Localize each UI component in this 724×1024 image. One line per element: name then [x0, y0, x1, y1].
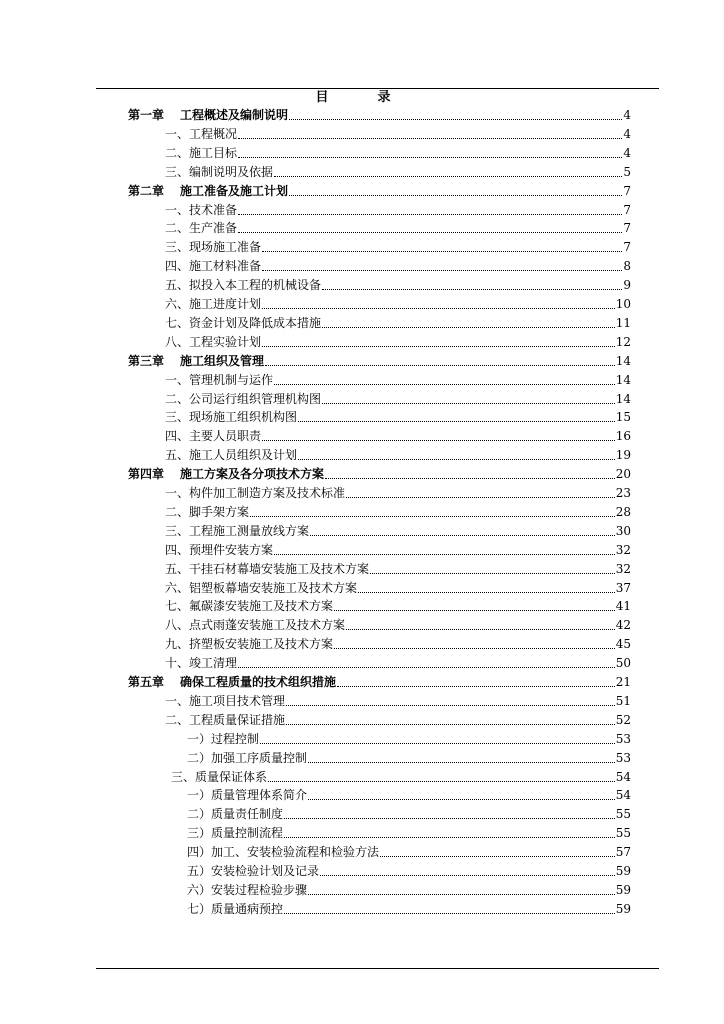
toc-page-number: 4 [623, 126, 631, 141]
toc-section-entry[interactable] [165, 314, 631, 331]
toc-page-number: 28 [615, 504, 631, 519]
toc-title: 目 录 [315, 90, 409, 105]
toc-page-number: 32 [615, 542, 631, 557]
toc-page-number: 14 [615, 353, 631, 368]
toc-entry-title: 三、现场施工准备 [165, 240, 262, 255]
toc-section-entry[interactable] [165, 144, 631, 161]
dot-leader [284, 833, 615, 838]
toc-entry-label [165, 297, 261, 312]
toc-entry-title: 一）质量管理体系简介 [187, 788, 308, 803]
toc-entry-title: 六、施工进度计划 [165, 297, 262, 311]
toc-entry-title: 二、施工目标 [165, 145, 238, 160]
dot-leader [320, 871, 615, 876]
chapter-number: 第四章 [128, 467, 165, 482]
toc-entry-title: 一）过程控制 [187, 731, 260, 746]
toc-entry-title: 五、施工人员组织及计划 [165, 448, 298, 463]
toc-entry-label [165, 524, 309, 539]
toc-entry-title: 八、点式雨蓬安装施工及技术方案 [165, 618, 346, 633]
toc-entry-label [187, 883, 307, 898]
toc-chapter-entry[interactable] [128, 352, 631, 369]
toc-section-entry[interactable] [187, 862, 631, 879]
dot-leader [298, 455, 615, 460]
toc-page-number: 5 [623, 164, 631, 179]
toc-entry-label [187, 807, 283, 822]
toc-chapter-entry[interactable] [128, 182, 631, 199]
toc-page-number: 30 [615, 523, 631, 538]
toc-page-number: 14 [615, 372, 631, 387]
toc-entry-title: 二、公司运行组织管理机构图 [165, 391, 322, 406]
toc-entry-label [187, 845, 379, 860]
toc-page-number: 9 [623, 278, 631, 293]
toc-entry-title: 二）加强工序质量控制 [187, 750, 308, 765]
toc-entry-title: 七、氟碳漆安装施工及技术方案 [165, 599, 334, 614]
toc-page-number: 50 [615, 656, 631, 671]
toc-section-entry[interactable] [165, 522, 631, 539]
toc-section-entry[interactable] [165, 446, 631, 463]
dot-leader [268, 777, 615, 782]
toc-entry-label [165, 486, 345, 501]
chapter-number: 第二章 [128, 183, 165, 198]
toc-entry-title: 工程概述及编制说明 [180, 108, 289, 122]
dot-leader [274, 550, 615, 555]
dot-leader [322, 399, 615, 404]
dot-leader [238, 210, 622, 215]
dot-leader [250, 512, 615, 517]
dot-leader [346, 493, 615, 498]
dot-leader [262, 266, 622, 271]
toc-section-entry[interactable] [187, 749, 631, 766]
toc-page-number: 7 [623, 240, 631, 255]
toc-entry-label [165, 203, 237, 218]
toc-entry-label [165, 562, 369, 577]
toc-section-entry[interactable] [165, 333, 631, 350]
toc-section-entry[interactable] [165, 295, 631, 312]
toc-chapter-entry[interactable] [128, 673, 631, 690]
toc-entry-title: 四、主要人员职责 [165, 429, 262, 444]
dot-leader [286, 720, 615, 725]
toc-page-number: 59 [615, 864, 631, 878]
toc-section-entry[interactable] [171, 768, 631, 785]
toc-entry-label [165, 581, 357, 596]
toc-entry-label [165, 259, 261, 274]
toc-page-number: 55 [615, 826, 631, 841]
toc-section-entry[interactable] [187, 730, 631, 747]
toc-entry-label [128, 675, 336, 690]
toc-section-entry[interactable] [165, 579, 631, 596]
toc-entry-title: 施工方案及各分项技术方案 [180, 467, 325, 482]
toc-page-number: 32 [615, 561, 631, 576]
toc-section-entry[interactable] [165, 616, 631, 633]
toc-entry-label [128, 354, 264, 369]
toc-entry-title: 确保工程质量的技术组织措施 [180, 675, 337, 689]
toc-entry-title: 六）安装过程检验步骤 [187, 882, 308, 897]
toc-entry-label [165, 278, 321, 293]
toc-page-number: 57 [615, 845, 631, 860]
toc-page-number: 59 [615, 882, 631, 897]
dot-leader [358, 588, 615, 593]
toc-page-number: 20 [615, 467, 631, 482]
toc-section-entry[interactable] [165, 427, 631, 444]
toc-entry-label [128, 108, 288, 123]
dot-leader [284, 814, 615, 819]
toc-section-entry[interactable] [165, 408, 631, 425]
toc-entry-label [128, 184, 288, 199]
toc-entry-label [187, 732, 259, 747]
toc-section-entry[interactable] [165, 560, 631, 577]
toc-section-entry[interactable] [165, 484, 631, 501]
toc-entry-title: 六、铝塑板幕墙安装施工及技术方案 [165, 580, 358, 595]
dot-leader [274, 380, 615, 385]
toc-page-number: 42 [615, 618, 631, 633]
toc-entry-label [165, 694, 285, 709]
chapter-number: 第五章 [128, 675, 165, 689]
toc-entry-label [187, 902, 283, 917]
dot-leader [274, 172, 622, 177]
toc-entry-title: 五、干挂石材幕墙安装施工及技术方案 [165, 561, 370, 576]
toc-entry-title: 十、竣工清理 [165, 656, 238, 671]
toc-entry-label [165, 448, 297, 463]
toc-page-number: 16 [615, 429, 631, 444]
toc-section-entry[interactable] [165, 597, 631, 614]
toc-entry-label [165, 637, 333, 652]
toc-entry-label [165, 656, 237, 671]
toc-entry-title: 三）质量控制流程 [187, 826, 284, 841]
toc-section-entry[interactable] [187, 824, 631, 841]
toc-entry-label [187, 864, 319, 879]
dot-leader [289, 115, 622, 120]
dot-leader [308, 890, 615, 895]
toc-entry-label [165, 543, 273, 558]
toc-page-number: 41 [615, 599, 631, 614]
toc-entry-label [165, 240, 261, 255]
dot-leader [286, 701, 615, 706]
toc-section-entry[interactable] [165, 692, 631, 709]
toc-section-entry[interactable] [187, 900, 631, 917]
toc-section-entry[interactable] [165, 219, 631, 236]
toc-section-entry[interactable] [165, 125, 631, 142]
dot-leader [322, 285, 622, 290]
toc-page-number: 37 [615, 580, 631, 595]
dot-leader [238, 134, 622, 139]
toc-page-number: 51 [615, 693, 631, 708]
toc-entry-title: 八、工程实验计划 [165, 334, 262, 349]
dot-leader [337, 682, 615, 687]
toc-section-entry[interactable] [187, 805, 631, 822]
toc-page-number: 15 [615, 410, 631, 425]
toc-entry-title: 一、工程概况 [165, 126, 238, 141]
toc-section-entry[interactable] [165, 390, 631, 407]
toc-entry-title: 一、构件加工制造方案及技术标准 [165, 486, 346, 500]
toc-entry-label [165, 316, 321, 331]
toc-page-number: 54 [615, 769, 631, 784]
toc-entry-title: 四、预埋件安装方案 [165, 542, 274, 557]
chapter-number: 第三章 [128, 353, 165, 368]
dot-leader [262, 247, 622, 252]
toc-entry-label [171, 770, 267, 785]
toc-page-number: 4 [623, 145, 631, 160]
toc-chapter-entry[interactable] [128, 106, 631, 123]
toc-section-entry[interactable] [165, 276, 631, 293]
toc-page-number: 54 [615, 788, 631, 803]
toc-page-number: 7 [623, 183, 631, 198]
toc-entry-label [187, 751, 307, 766]
toc-section-entry[interactable] [165, 201, 631, 218]
dot-leader [238, 153, 622, 158]
toc-entry-title: 施工准备及施工计划 [180, 183, 289, 198]
toc-entry-title: 三、编制说明及依据 [165, 164, 274, 179]
dot-leader [260, 739, 615, 744]
toc-entry-title: 四、施工材料准备 [165, 259, 262, 274]
toc-entry-label [165, 146, 237, 161]
toc-section-entry[interactable] [165, 654, 631, 671]
toc-entry-label [165, 429, 261, 444]
toc-entry-title: 二、脚手架方案 [165, 504, 250, 519]
toc-entry-title: 五、拟投入本工程的机械设备 [165, 278, 322, 293]
toc-page-number: 14 [615, 391, 631, 406]
toc-section-entry[interactable] [187, 843, 631, 860]
dot-leader [310, 531, 615, 536]
dot-leader [308, 758, 615, 763]
toc-entry-title: 二）质量责任制度 [187, 807, 284, 822]
dot-leader [284, 909, 615, 914]
toc-page-number: 53 [615, 731, 631, 746]
toc-page-number: 52 [615, 712, 631, 727]
toc-entry-title: 一、技术准备 [165, 202, 238, 217]
dot-leader [262, 304, 615, 309]
toc-entry-title: 一、施工项目技术管理 [165, 693, 286, 708]
toc-page-number: 59 [615, 901, 631, 916]
dot-leader [370, 569, 615, 574]
toc-entry-title: 一、管理机制与运作 [165, 372, 274, 387]
toc-page-number: 7 [623, 221, 631, 236]
toc-entry-title: 二、生产准备 [165, 221, 238, 236]
toc-section-entry[interactable] [165, 711, 631, 728]
toc-entry-label [187, 788, 307, 803]
dot-leader [265, 361, 615, 366]
toc-page-number: 10 [615, 297, 631, 311]
toc-page-number: 12 [615, 334, 631, 349]
toc-entry-label [165, 335, 261, 350]
toc-section-entry[interactable] [165, 503, 631, 520]
toc-entry-title: 七、资金计划及降低成本措施 [165, 315, 322, 330]
toc-section-entry[interactable] [165, 163, 631, 180]
dot-leader [380, 852, 615, 857]
toc-entry-label [165, 599, 333, 614]
toc-page-number: 55 [615, 807, 631, 822]
dot-leader [298, 417, 615, 422]
dot-leader [262, 342, 615, 347]
dot-leader [334, 644, 615, 649]
toc-page-number: 8 [623, 259, 631, 274]
toc-entry-title: 九、挤塑板安装施工及技术方案 [165, 637, 334, 652]
toc-entry-title: 五）安装检验计划及记录 [187, 864, 320, 878]
header-rule [96, 88, 659, 89]
toc-section-entry[interactable] [165, 635, 631, 652]
toc-section-entry[interactable] [187, 786, 631, 803]
dot-leader [334, 606, 615, 611]
chapter-number: 第一章 [128, 108, 165, 122]
toc-page-number: 4 [623, 108, 631, 122]
toc-page-number: 45 [615, 637, 631, 652]
toc-chapter-entry[interactable] [128, 465, 631, 482]
dot-leader [308, 795, 615, 800]
dot-leader [238, 228, 622, 233]
toc-section-entry[interactable] [165, 238, 631, 255]
toc-entry-title: 四）加工、安装检验流程和检验方法 [187, 845, 380, 860]
dot-leader [289, 191, 622, 196]
toc-entry-label [165, 392, 321, 407]
toc-entry-label [187, 826, 283, 841]
dot-leader [322, 323, 615, 328]
toc-entry-title: 二、工程质量保证措施 [165, 712, 286, 727]
toc-entry-label [165, 618, 345, 633]
dot-leader [262, 436, 615, 441]
toc-page-number: 23 [615, 486, 631, 500]
toc-page-number: 7 [623, 202, 631, 217]
toc-entry-label [165, 221, 237, 236]
toc-entry-title: 三、工程施工测量放线方案 [165, 523, 310, 538]
toc-section-entry[interactable] [165, 371, 631, 388]
toc-entry-label [165, 127, 237, 142]
toc-section-entry[interactable] [165, 257, 631, 274]
toc-page-number: 11 [615, 315, 631, 330]
toc-page-number: 19 [615, 448, 631, 463]
toc-entry-title: 七）质量通病预控 [187, 901, 284, 916]
toc-entry-label [165, 410, 297, 425]
toc-entry-label [165, 373, 273, 388]
toc-entry-label [165, 713, 285, 728]
toc-page-number: 21 [615, 675, 631, 689]
toc-page-number: 53 [615, 750, 631, 765]
toc-entry-title: 施工组织及管理 [180, 353, 265, 368]
toc-section-entry[interactable] [165, 541, 631, 558]
toc-entry-label [128, 467, 324, 482]
toc-entry-label [165, 165, 273, 180]
toc-entry-label [165, 505, 249, 520]
dot-leader [238, 663, 615, 668]
toc-section-entry[interactable] [187, 881, 631, 898]
footer-rule [96, 968, 659, 969]
toc-entry-title: 三、质量保证体系 [171, 769, 268, 784]
dot-leader [346, 625, 615, 630]
toc-entry-title: 三、现场施工组织机构图 [165, 410, 298, 425]
dot-leader [325, 474, 615, 479]
